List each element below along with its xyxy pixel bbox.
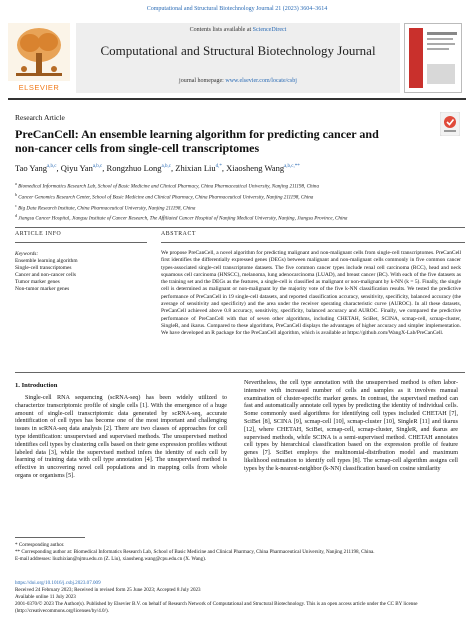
- available-online: Available online 11 July 2023: [15, 593, 76, 600]
- masthead-banner: [76, 23, 400, 93]
- affiliation: $^d$ Jiangsu Cancer Hospital, Jiangsu Institute of Cancer Research, The Affiliated Cancer Hospital of Nanjing Medical University, Nanjing, Jiangsu Province, China: [15, 213, 348, 223]
- divider: [15, 372, 465, 373]
- divider: [15, 242, 147, 243]
- author[interactable]: Rongzhuo Long$^{a,b,c}$: [106, 163, 171, 173]
- homepage-link[interactable]: www.elsevier.com/locate/csbj: [225, 78, 297, 84]
- copyright-notice: 2001-0370/© 2023 The Author(s). Published by Elsevier B.V. on behalf of Research Network of Computational and Structural Biotechnology. This is an open access article under the CC BY license (http://creativecommons.org/licenses/by/4.0/).: [15, 600, 418, 614]
- sciencedirect-link[interactable]: ScienceDirect: [252, 27, 287, 33]
- contents-prefix: Contents lists available at: [189, 27, 253, 33]
- author-list: Tao Yang$^{a,b,c}$, Qiyu Yan$^{a,b,c}$, Rongzhuo Long$^{a,b,c}$, Zhixian Liu$^{d,*}$, Xiaosheng Wang$^{a,b,c,**}$: [15, 163, 300, 173]
- author[interactable]: Tao Yang$^{a,b,c}$: [15, 163, 57, 173]
- running-head[interactable]: Computational and Structural Biotechnology Journal 21 (2023) 3604–3614: [146, 6, 328, 12]
- journal-title: Computational and Structural Biotechnology Journal: [100, 43, 376, 58]
- author[interactable]: Qiyu Yan$^{a,b,c}$: [60, 163, 103, 173]
- divider: [161, 242, 465, 243]
- section-heading-introduction: 1. Introduction: [15, 382, 58, 389]
- publication-info: [15, 580, 465, 615]
- check-for-updates-icon[interactable]: [440, 112, 460, 136]
- masthead-rule: [8, 98, 466, 100]
- divider: [15, 227, 465, 228]
- homepage-line: [76, 78, 400, 84]
- keyword: Cancer and non-cancer cells: [15, 271, 76, 278]
- author[interactable]: Xiaosheng Wang$^{a,b,c,**}$: [226, 163, 300, 173]
- keywords-heading: Keywords:: [15, 251, 39, 257]
- doi-link[interactable]: https://doi.org/10.1016/j.csbj.2023.07.009: [15, 580, 101, 586]
- affiliations: [15, 180, 465, 223]
- affiliation: $^b$ Cancer Genomics Research Center, School of Basic Medicine and Clinical Pharmacy, China Pharmaceutical University, Nanjing 211198, China: [15, 191, 314, 201]
- keyword: Non-tumor marker genes: [15, 285, 70, 292]
- abstract-text: We propose PreCanCell, a novel algorithm for predicting malignant and non-malignant cells from single-cell transcriptomes. PreCanCell first identifies the differentially expressed genes (DEGs) between malignant and non-malignant cells commonly in five common cancer types-associated single-cell transcriptome datasets. The five common cancer types include renal cell carcinoma (RCC), head and neck squamous cell carcinoma (HNSCC), melanoma, lung adenocarcinoma (LUAD), and breast cancer (BC). With each of the five datasets as the training set and the DEGs as the features, a single-cell is classified as malignant or non-malignant by k-NN (k = 5). Finally, the single cell is determined as malignant or non-malignant by the majority vote of the five k-NN classification results. We tested the predictive performance of PreCanCell in 19 single-cell datasets, and reported classification accuracy, sensitivity, specificity, balanced accuracy (the average of sensitivity and specificity) and the area under the receiver operating characteristic curve (AUROC). In all these datasets, PreCanCell achieved above 0.8 accuracy, sensitivity, specificity, balanced accuracy and AUROC. Finally, we compared the predictive performance of PreCanCell with that of seven other algorithms, including CHETAH, SciBet, SCINA, scmap-cell, scmap-cluster, SingleR, and ikarus. Compared to these algorithms, PreCanCell displays the advantages of higher accuracy and simpler implementation. We have developed an R package for the PreCanCell algorithm, which is available at https://github.com/WangX-Lab/PreCanCell.: [161, 250, 461, 337]
- footnotes: [15, 542, 465, 563]
- footnote-rule: [15, 537, 85, 538]
- keyword: Tumor marker genes: [15, 278, 60, 285]
- article-type: Research Article: [15, 113, 65, 122]
- article-title: PreCanCell: An ensemble learning algorithm for predicting cancer and non-cancer cells from single-cell transcriptomes: [15, 127, 379, 155]
- affiliation: $^c$ Big Data Research Institute, China Pharmaceutical University, Nanjing 211198, China: [15, 202, 196, 212]
- affiliation: $^a$ Biomedical Informatics Research Lab, School of Basic Medicine and Clinical Pharmacy, China Pharmaceutical University, Nanjing 211198, China: [15, 181, 320, 190]
- journal-cover-icon[interactable]: [404, 23, 462, 93]
- abstract-label: ABSTRACT: [161, 231, 197, 237]
- author[interactable]: Zhixian Liu$^{d,*}$: [175, 163, 222, 173]
- keywords-list: [15, 258, 135, 293]
- footnote: ** Corresponding author at: Biomedical Informatics Research Lab, School of Basic Medicine and Clinical Pharmacy, China Pharmaceutical University, Nanjing 211198, China.: [15, 548, 375, 555]
- contents-line: [76, 27, 400, 33]
- intro-paragraph-right: Nevertheless, the cell type annotation with the unsupervised method is often labor-intensive with increased number of cells and samples as it involves manual examination of cluster-specific marker genes. In contrast, the supervised method can fast and automatically annotate cell types by predicting the identity of individual cells. Some commonly used algorithms for identifying cell types included CHETAH [7], SciBet [8], SCINA [9], scmap-cell [10], scmap-cluster [10], SingleR [11] and ikarus [12], where CHETAH, SciBet, scmap-cell, scmap-cluster, SingleR, and ikarus are supervised methods, while SCINA is a semi-supervised method. CHETAH annotates cell types by hierarchical classification based on the expression profile of feature genes [7]. SciBet employs the multinomial-distribution model and maximum likelihood estimation to identify cell types [8]. The scmap-cell algorithm assigns cell types by the k-nearest-neighbor (k-NN) classification based on cosine similarity: [244, 380, 458, 472]
- homepage-prefix: journal homepage:: [179, 78, 226, 84]
- received-dates: Received 24 February 2023; Received in revised form 25 June 2023; Accepted 8 July 2023: [15, 586, 201, 593]
- article-info-label: ARTICLE INFO: [15, 231, 62, 237]
- keyword: Single-cell transcriptomes: [15, 264, 72, 271]
- footnote-email[interactable]: E-mail addresses: liuzhixian@njmu.edu.cn (Z. Liu), xiaosheng.wang@cpu.edu.cn (X. Wang).: [15, 555, 207, 562]
- footnote: * Corresponding author.: [15, 542, 65, 548]
- journal-masthead: [8, 23, 466, 97]
- intro-paragraph-left: Single-cell RNA sequencing (scRNA-seq) has been widely utilized to characterize transcriptomic profile of single cells [1]. With the emergence of a huge amount of single-cell transcriptomic data generated by scRNA-seq, accurate identification of cell types has become one of the most important and challenging issues in scRNA-seq data analysis [2]. There are two classes of approaches for cell type identification: unsupervised and supervised methods. The unsupervised method identifies cell types by clustering cells based on their gene expression profiles without labeled data [3], while the supervised method infers the identity of each cell by learning of training data with cell type annotation [4]. The unsupervised method is effective in uncovering novel cell populations and in mapping cells from whole organs or organisms [5].: [15, 395, 227, 479]
- publisher-logo-text: ELSEVIER: [18, 83, 60, 92]
- keyword: Ensemble learning algorithm: [15, 258, 78, 264]
